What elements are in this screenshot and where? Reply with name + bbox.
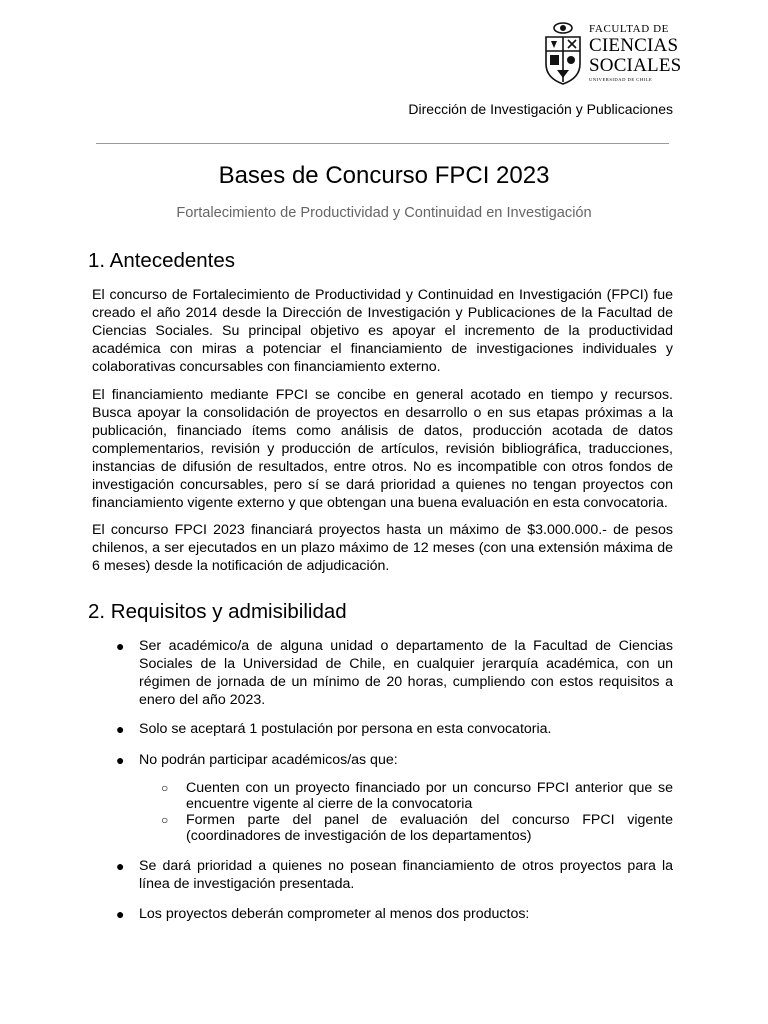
faculty-logo — [543, 14, 682, 88]
bullet-marker: ● — [116, 721, 125, 737]
department-name: Dirección de Investigación y Publicaciones — [408, 101, 673, 117]
section-2-heading: 2. Requisitos y admisibilidad — [88, 600, 347, 623]
bullet-marker: ● — [116, 752, 125, 768]
bullet-item-2: Solo se aceptará 1 postulación por persona en esta convocatoria. — [139, 721, 552, 737]
section-1-paragraph-2: El financiamiento mediante FPCI se concibe en general acotado en tiempo y recursos. Busca apoyar la consolidación de proyectos en desarrollo o en sus etapas próximas a la publicación, financiado ítems como análisis de datos, producción acotada de datos complementarios, revisión y producción de artículos, revisión bibliográfica, traducciones, instancias de difusión de resultados, entre otros. No es incompatible con otros fondos de investigación concursables, pero sí se dará prioridad a quienes no tengan proyectos con financiamiento vigente externo y que obtengan una buena evaluación en esta convocatoria. — [92, 387, 673, 511]
bullet-marker: ● — [116, 858, 125, 874]
bullet-item-4: Se dará prioridad a quienes no posean financiamiento de otros proyectos para la línea de investigación presentada. — [139, 858, 673, 892]
bullet-marker: ● — [116, 638, 125, 654]
bullet-item-1: Ser académico/a de alguna unidad o departamento de la Facultad de Ciencias Sociales de la Universidad de Chile, en cualquier jerarquía académica, con un régimen de jornada de un mínimo de 20 horas, cumpliendo con estos requisitos a enero del año 2023. — [139, 638, 673, 708]
bullet-marker: ● — [116, 906, 125, 922]
header-divider — [96, 143, 669, 144]
section-1-paragraph-3: El concurso FPCI 2023 financiará proyectos hasta un máximo de $3.000.000.- de pesos chilenos, a ser ejecutados en un plazo máximo de 12 meses (con una extensión máxima de 6 meses) desde la notificación de adjudicación. — [92, 522, 673, 574]
sub-bullet-item-1: Cuenten con un proyecto financiado por un concurso FPCI anterior que se encuentre vigente al cierre de la convocatoria — [186, 780, 673, 812]
sub-bullet-marker: ○ — [161, 813, 169, 827]
bullet-item-5: Los proyectos deberán comprometer al menos dos productos: — [139, 906, 530, 922]
logo-line-1: FACULTAD DE — [589, 22, 669, 35]
sub-bullet-item-2: Formen parte del panel de evaluación del concurso FPCI vigente (coordinadores de investigación de los departamentos) — [186, 812, 673, 844]
logo-line-3: SOCIALES — [589, 54, 682, 76]
section-1-heading: 1. Antecedentes — [88, 249, 236, 272]
bullet-item-3: No podrán participar académicos/as que: — [139, 752, 398, 768]
logo-line-4: UNIVERSIDAD DE CHILE — [589, 76, 653, 82]
logo-line-2: CIENCIAS — [589, 34, 679, 56]
university-seal-icon — [543, 16, 583, 86]
sub-bullet-marker: ○ — [161, 781, 169, 795]
section-1-paragraph-1: El concurso de Fortalecimiento de Productividad y Continuidad en Investigación (FPCI) fue creado el año 2014 desde la Dirección de Investigación y Publicaciones de la Facultad de Ciencias Sociales. Su principal objetivo es apoyar el incremento de la productividad académica con miras a potenciar el financiamiento de investigaciones individuales y colaborativas concursables con financiamiento externo. — [92, 287, 673, 375]
document-subtitle: Fortalecimiento de Productividad y Continuidad en Investigación — [176, 205, 592, 221]
document-title: Bases de Concurso FPCI 2023 — [218, 162, 550, 189]
faculty-logo-text — [589, 20, 681, 83]
